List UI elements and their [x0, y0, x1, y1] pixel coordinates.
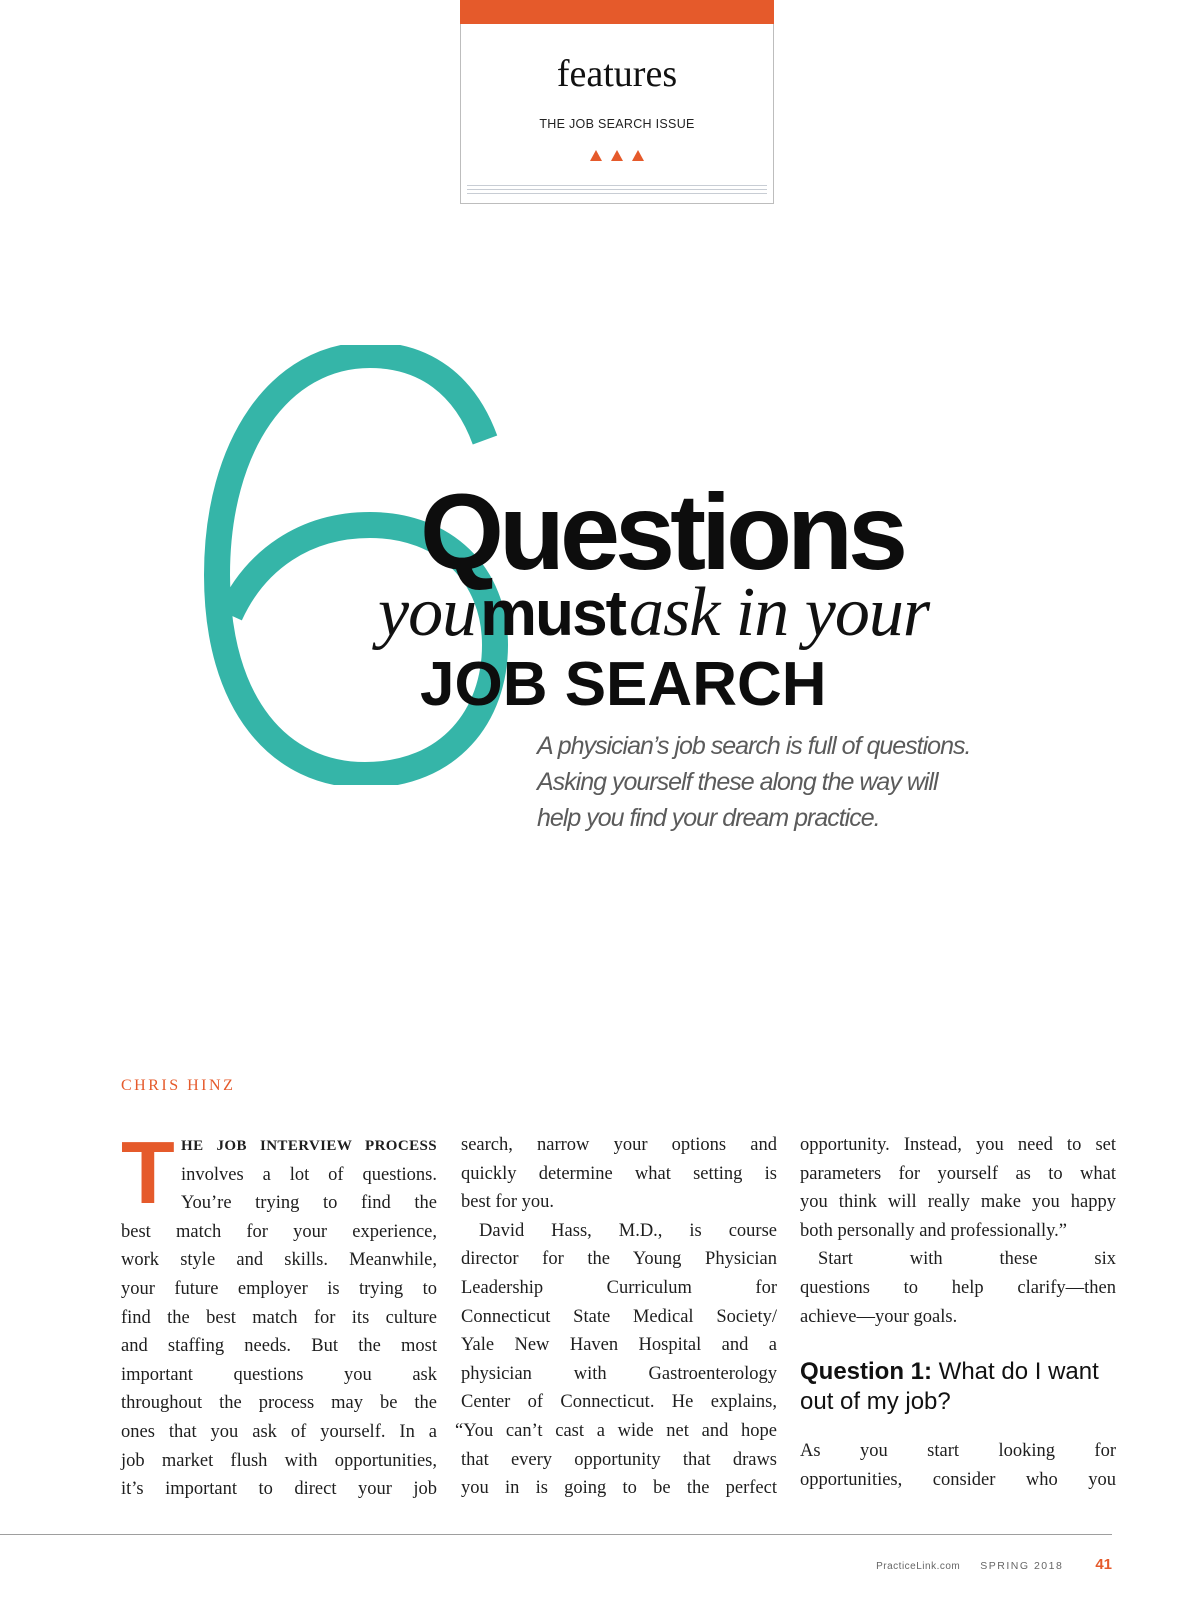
triangle-icon [632, 150, 644, 161]
body-line: your future employer is trying to [121, 1278, 437, 1299]
dek-line: Asking yourself these along the way will [537, 768, 938, 796]
body-line: find the best match for its culture [121, 1307, 437, 1328]
body-line: quickly determine what setting is [461, 1163, 777, 1184]
body-line: it’s important to direct your job [121, 1479, 437, 1500]
headline-you: you [378, 574, 477, 651]
body-line: job market flush with opportunities, [121, 1450, 437, 1471]
body-line: opportunities, consider who you [800, 1469, 1116, 1490]
footer-site: PracticeLink.com [876, 1561, 961, 1572]
body-line: work style and skills. Meanwhile, [121, 1250, 437, 1271]
body-line: Leadership Curriculum for [461, 1277, 777, 1298]
section-tab [460, 0, 774, 204]
page-number: 41 [1095, 1556, 1112, 1573]
question-1-text: What do I want out of my job? [800, 1358, 1099, 1416]
body-line: You’re trying to find the [181, 1193, 437, 1214]
body-line: best match for your experience, [121, 1221, 437, 1242]
article-column-3 [800, 1131, 1116, 1494]
body-line: Center of Connecticut. He explains, [461, 1392, 777, 1413]
article-column-1 [121, 1123, 437, 1504]
triangle-icon [590, 150, 602, 161]
body-line: David Hass, M.D., is course [479, 1220, 777, 1241]
body-line: that every opportunity that draws [461, 1449, 777, 1470]
body-line: you think will really make you happy [800, 1192, 1116, 1213]
body-line: achieve—your goals. [800, 1306, 958, 1327]
dek [537, 728, 997, 836]
body-line: search, narrow your options and [461, 1135, 777, 1155]
body-line: As you start looking for [800, 1441, 1116, 1462]
question-1-label: Question 1: [800, 1358, 933, 1386]
article-column-2 [455, 1131, 777, 1503]
section-title: features [556, 53, 678, 95]
headline-line-2 [378, 574, 930, 651]
drop-cap: T [121, 1123, 175, 1222]
body-line: important questions you ask [121, 1364, 437, 1385]
body-line: parameters for yourself as to what [800, 1163, 1116, 1184]
byline: CHRIS HINZ [121, 1077, 236, 1094]
triangle-ornament [461, 150, 773, 161]
tab-rules [467, 185, 767, 197]
headline-questions: Questions [420, 471, 904, 592]
body-line: involves a lot of questions. [181, 1164, 437, 1185]
footer-issue: SPRING 2018 [980, 1560, 1064, 1572]
body-line: best for you. [461, 1192, 554, 1213]
triangle-icon [611, 150, 623, 161]
body-line: Start with these six [818, 1249, 1116, 1270]
headline-job-search: JOB SEARCH [420, 650, 827, 719]
body-line: both personally and professionally.” [800, 1220, 1067, 1241]
dek-line: help you find your dream practice. [537, 804, 880, 832]
body-line: physician with Gastroenterology [461, 1363, 777, 1384]
body-line: ones that you ask of yourself. In a [121, 1421, 437, 1442]
headline-must: must [480, 577, 625, 649]
body-line: Connecticut State Medical Society/ [461, 1306, 777, 1327]
body-line: “You can’t cast a wide net and hope [455, 1420, 777, 1441]
body-line: questions to help clarify—then [800, 1277, 1116, 1298]
headline-ask-in-your: ask in your [628, 574, 930, 651]
body-line: opportunity. Instead, you need to set [800, 1135, 1116, 1155]
dek-line: A physician’s job search is full of questions. [537, 732, 971, 760]
page-footer [876, 1556, 1112, 1573]
question-1-heading [800, 1357, 1116, 1417]
section-subtitle: THE JOB SEARCH ISSUE [539, 117, 695, 131]
body-line: director for the Young Physician [461, 1249, 777, 1270]
tab-accent-bar [460, 0, 774, 24]
body-line: you in is going to be the perfect [461, 1478, 777, 1499]
lead-in: HE JOB INTERVIEW PROCESS [181, 1138, 437, 1154]
body-line: throughout the process may be the [121, 1393, 437, 1414]
body-line: Yale New Haven Hospital and a [461, 1335, 777, 1356]
footer-rule [0, 1534, 1112, 1535]
body-line: and staffing needs. But the most [121, 1336, 437, 1357]
